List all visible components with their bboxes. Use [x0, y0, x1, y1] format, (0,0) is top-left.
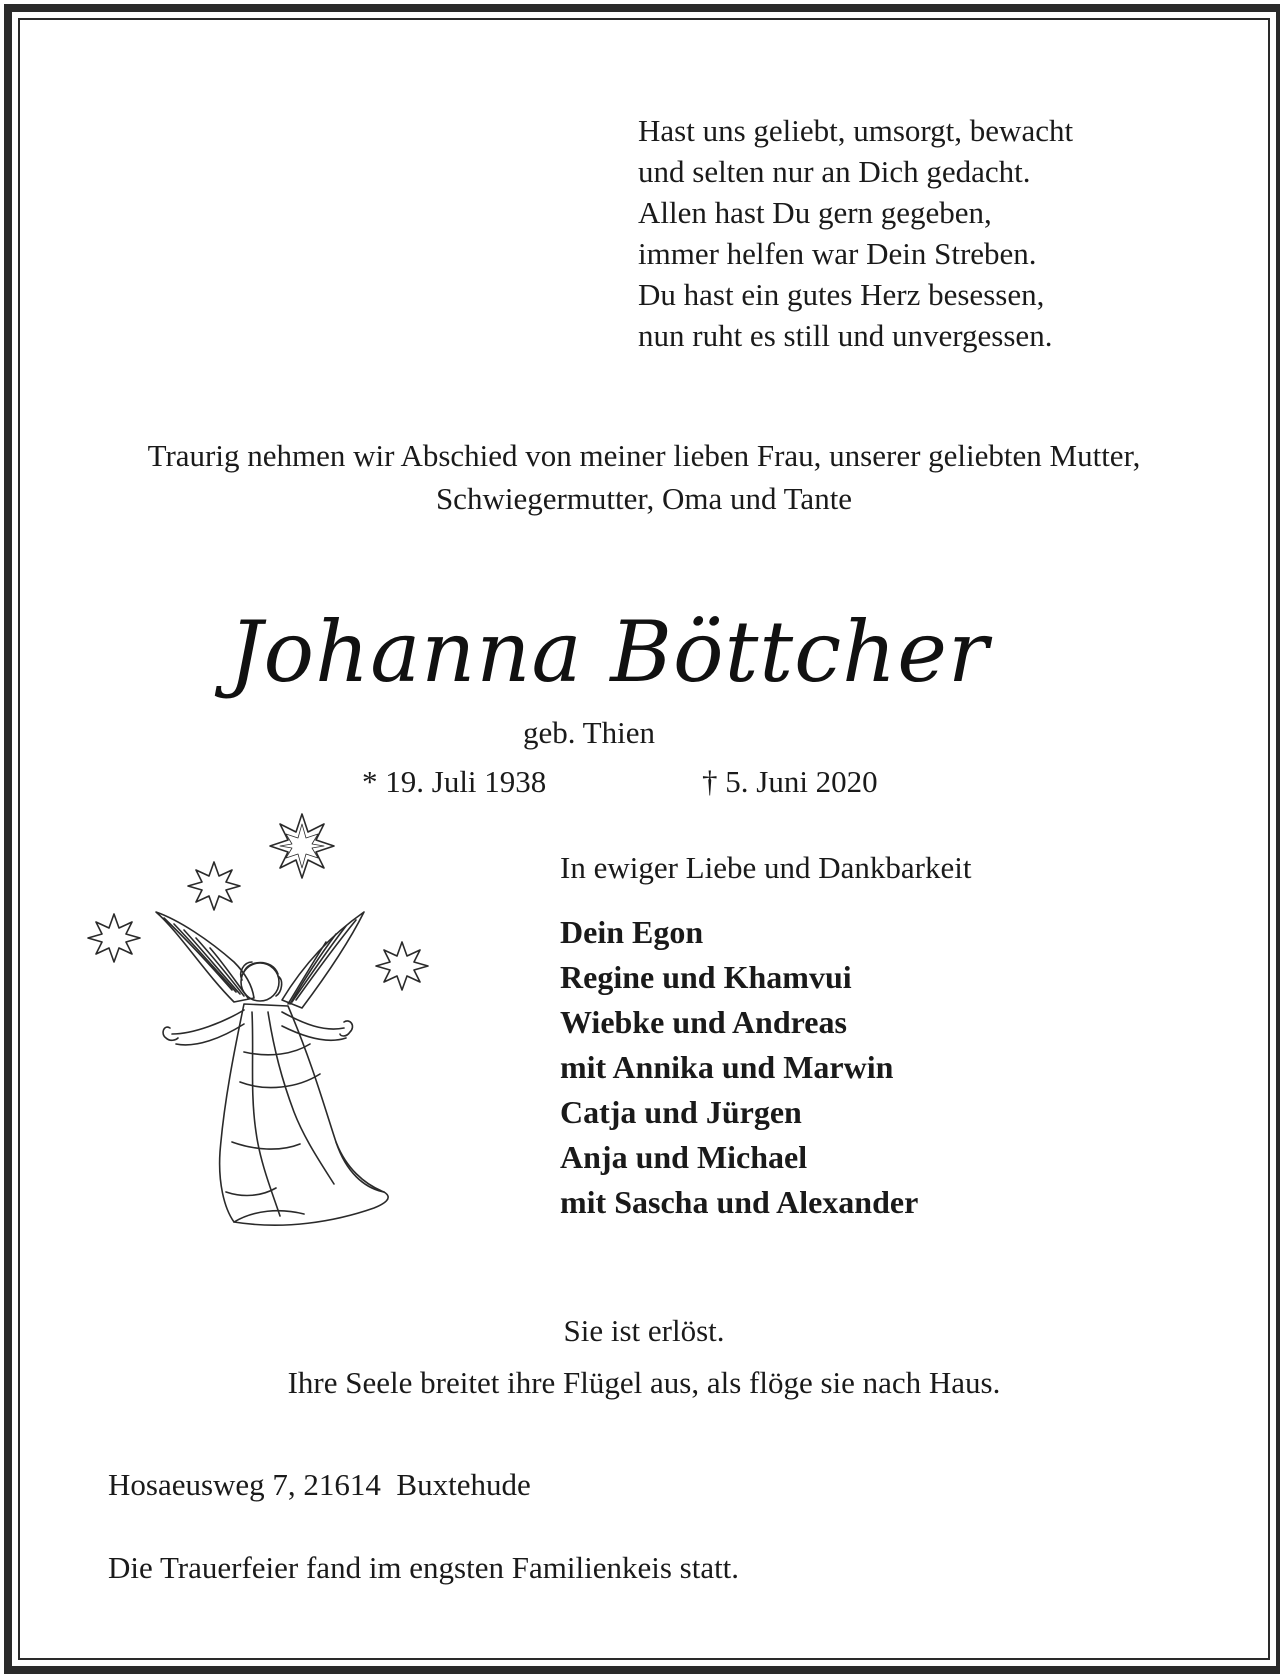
star-icon [270, 814, 334, 878]
family-member: Dein Egon [560, 914, 704, 950]
poem-line: nun ruht es still und unvergessen. [638, 318, 1053, 353]
closing-verse [12, 1305, 1276, 1409]
closing-line: Sie ist erlöst. [563, 1313, 725, 1348]
birth-date: * 19. Juli 1938 [362, 764, 547, 799]
farewell-intro [12, 434, 1276, 520]
poem-line: und selten nur an Dich gedacht. [638, 154, 1031, 189]
funeral-note: Die Trauerfeier fand im engsten Familienkeis statt. [108, 1550, 740, 1585]
poem-line: Allen hast Du gern gegeben, [638, 195, 992, 230]
star-icon [188, 862, 240, 910]
obituary-frame [4, 4, 1280, 1674]
death-date: † 5. Juni 2020 [702, 764, 878, 799]
angel-with-stars-icon [84, 812, 444, 1252]
address: Hosaeusweg 7, 21614 Buxtehude [108, 1467, 531, 1502]
star-icon [376, 942, 428, 990]
family-member: Anja und Michael [560, 1139, 808, 1175]
poem-line: Du hast ein gutes Herz besessen, [638, 277, 1045, 312]
dedication-line: In ewiger Liebe und Dankbarkeit [560, 850, 972, 885]
family-member: mit Annika und Marwin [560, 1049, 894, 1085]
intro-line: Traurig nehmen wir Abschied von meiner lieben Frau, unserer geliebten Mutter, [147, 438, 1141, 473]
poem-line: immer helfen war Dein Streben. [638, 236, 1037, 271]
family-member: Wiebke und Andreas [560, 1004, 847, 1040]
family-member: mit Sascha und Alexander [560, 1184, 919, 1220]
family-member: Regine und Khamvui [560, 959, 852, 995]
maiden-name: geb. Thien [522, 715, 655, 750]
intro-line: Schwiegermutter, Oma und Tante [435, 481, 853, 516]
deceased-name: Johanna Böttcher [228, 603, 990, 701]
poem [638, 110, 1073, 356]
family-member: Catja und Jürgen [560, 1094, 802, 1130]
star-icon [88, 914, 140, 962]
closing-line: Ihre Seele breitet ihre Flügel aus, als flöge sie nach Haus. [287, 1365, 1001, 1400]
poem-line: Hast uns geliebt, umsorgt, bewacht [638, 113, 1074, 148]
family-list [560, 910, 918, 1225]
